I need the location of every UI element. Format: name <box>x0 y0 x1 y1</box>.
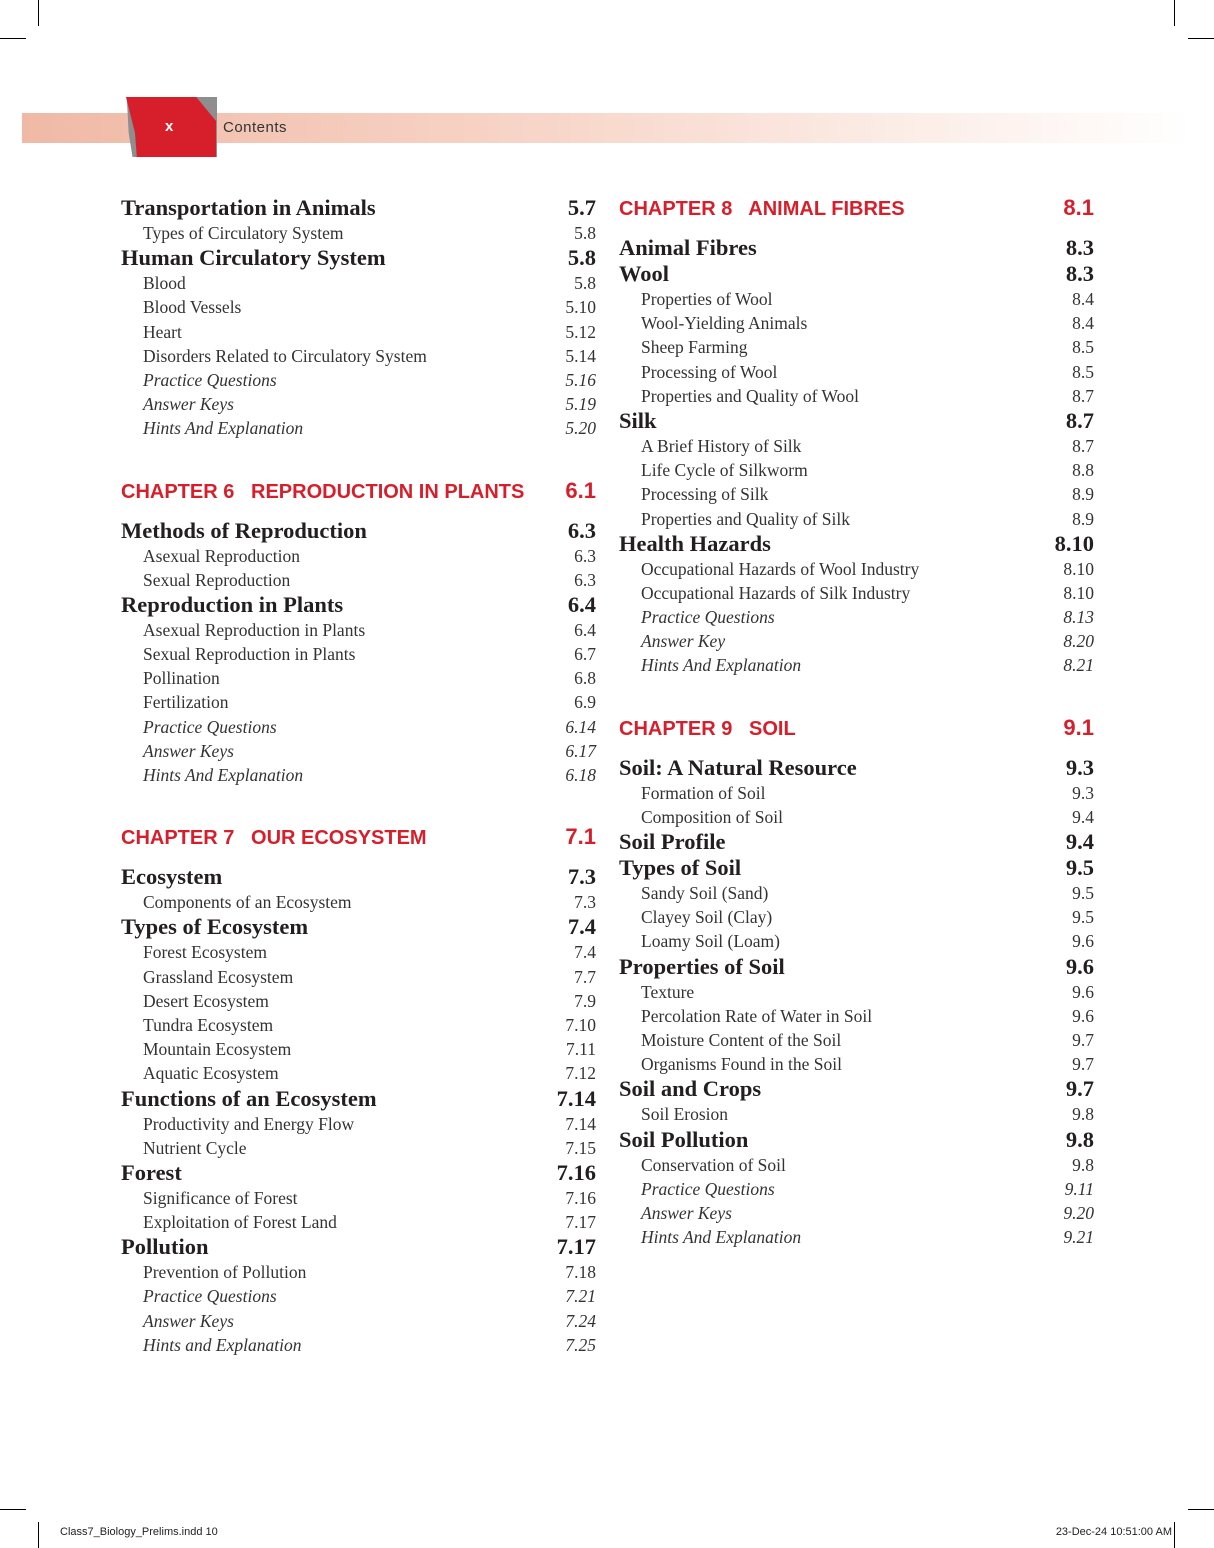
toc-heading[interactable] <box>121 195 596 221</box>
toc-page-number: 7.16 <box>565 1187 596 1208</box>
running-head: Contents <box>223 119 288 136</box>
toc-title: Soil: A Natural Resource <box>619 754 857 780</box>
toc-title: Asexual Reproduction <box>143 545 300 566</box>
toc-page-number: 6.3 <box>567 517 596 543</box>
toc-title: Sandy Soil (Sand) <box>641 883 769 903</box>
toc-subentry[interactable] <box>619 360 1094 384</box>
toc-title: Prevention of Pollution <box>143 1262 307 1283</box>
toc-title: Soil Profile <box>619 829 726 854</box>
toc-subentry[interactable] <box>121 1112 596 1136</box>
toc-title: Answer Keys <box>143 394 234 415</box>
toc-title: Exploitation of Forest Land <box>143 1212 337 1233</box>
toc-page-number: 8.3 <box>1065 235 1094 260</box>
footer-timestamp: 23-Dec-24 10:51:00 AM <box>1055 1526 1172 1538</box>
toc-title: Heart <box>143 321 182 342</box>
toc-page-number: 7.18 <box>565 1262 596 1283</box>
toc-page-number: 9.5 <box>1072 883 1094 903</box>
toc-subentry[interactable] <box>619 557 1094 581</box>
toc-page-number: 7.10 <box>565 1014 596 1035</box>
toc-page-number: 8.5 <box>1072 361 1094 382</box>
toc-page-number: 9.11 <box>1064 1178 1094 1199</box>
toc-subentry-italic[interactable] <box>619 629 1094 653</box>
toc-subentry[interactable] <box>619 458 1094 482</box>
toc-subentry[interactable] <box>121 666 596 690</box>
toc-subentry[interactable] <box>121 1260 596 1284</box>
toc-subentry[interactable] <box>121 221 596 245</box>
toc-page-number: 9.3 <box>1065 754 1094 780</box>
toc-page-number: 6.8 <box>574 668 596 689</box>
toc-title: Soil Pollution <box>619 1126 749 1152</box>
toc-page-number: 9.6 <box>1072 931 1094 952</box>
toc-heading[interactable] <box>121 914 596 940</box>
toc-title: Disorders Related to Circulatory System <box>143 345 427 366</box>
toc-title: Nutrient Cycle <box>143 1137 247 1158</box>
toc-title: Transportation in Animals <box>121 195 376 220</box>
toc-page-number: 5.8 <box>574 223 596 243</box>
toc-page-number: 6.7 <box>574 644 596 665</box>
toc-subentry[interactable] <box>619 1153 1094 1177</box>
toc-title: Soil Erosion <box>641 1104 729 1125</box>
toc-page-number: 7.16 <box>556 1159 596 1185</box>
toc-title: CHAPTER 8 ANIMAL FIBRES <box>619 198 905 220</box>
toc-heading[interactable] <box>121 864 596 890</box>
toc-title: Hints And Explanation <box>143 418 304 439</box>
toc-subentry-italic[interactable] <box>619 653 1094 677</box>
toc-title: Answer Key <box>641 631 726 652</box>
toc-page-number: 8.13 <box>1063 607 1094 628</box>
toc-page-number: 9.8 <box>1065 1126 1094 1152</box>
toc-subentry[interactable] <box>619 335 1094 359</box>
toc-title: Blood Vessels <box>143 297 242 318</box>
toc-subentry[interactable] <box>121 690 596 714</box>
toc-title: Types of Ecosystem <box>121 914 309 940</box>
toc-page-number: 5.8 <box>567 245 596 271</box>
toc-page-number: 9.6 <box>1072 1005 1094 1026</box>
toc-page-number: 8.9 <box>1072 484 1094 505</box>
toc-title: Blood <box>143 273 186 294</box>
toc-subentry[interactable] <box>121 295 596 319</box>
toc-page-number: 7.7 <box>574 966 596 987</box>
toc-subentry-italic[interactable] <box>121 1309 596 1333</box>
toc-title: Life Cycle of Silkworm <box>641 460 808 481</box>
toc-heading[interactable] <box>121 1234 596 1260</box>
toc-title: Fertilization <box>143 692 229 713</box>
toc-page-number: 9.5 <box>1065 855 1094 880</box>
toc-subentry[interactable] <box>619 929 1094 953</box>
toc-page-number: 7.14 <box>565 1113 596 1134</box>
toc-page-number: 8.10 <box>1063 558 1094 579</box>
page-number: x <box>165 118 174 135</box>
toc-page-number: 5.12 <box>565 321 596 342</box>
toc-title: Pollination <box>143 668 220 689</box>
toc-subentry[interactable] <box>619 905 1094 929</box>
toc-left-column <box>121 195 596 1357</box>
toc-page-number: 5.16 <box>565 369 596 390</box>
toc-page-number: 8.3 <box>1065 261 1094 286</box>
toc-subentry-italic[interactable] <box>619 605 1094 629</box>
toc-title: Occupational Hazards of Wool Industry <box>641 558 920 579</box>
toc-page-number: 9.6 <box>1065 953 1094 979</box>
toc-page-number: 7.21 <box>565 1286 596 1307</box>
toc-title: Animal Fibres <box>619 235 757 260</box>
toc-subentry[interactable] <box>619 434 1094 458</box>
toc-heading[interactable] <box>619 954 1094 980</box>
toc-page-number: 9.4 <box>1065 829 1094 854</box>
toc-page-number: 5.19 <box>565 394 596 415</box>
toc-page-number: 9.8 <box>1072 1154 1094 1175</box>
toc-page-number: 7.1 <box>565 824 596 850</box>
toc-page-number: 9.6 <box>1072 981 1094 1002</box>
toc-title: Hints And Explanation <box>143 765 304 785</box>
toc-heading[interactable] <box>121 518 596 544</box>
toc-page-number: 9.4 <box>1072 806 1094 827</box>
toc-heading[interactable] <box>619 531 1094 557</box>
crop-mark <box>1174 1522 1175 1548</box>
toc-heading[interactable] <box>619 408 1094 434</box>
toc-page-number: 6.3 <box>574 545 596 566</box>
toc-title: Pollution <box>121 1234 209 1260</box>
toc-subentry[interactable] <box>121 618 596 642</box>
toc-page-number: 7.25 <box>565 1334 596 1355</box>
toc-title: Wool-Yielding Animals <box>641 313 808 334</box>
toc-page-number: 9.7 <box>1072 1029 1094 1050</box>
footer-file: Class7_Biology_Prelims.indd 10 <box>60 1526 218 1538</box>
toc-subentry[interactable] <box>121 940 596 964</box>
toc-title: Reproduction in Plants <box>121 591 344 617</box>
toc-subentry[interactable] <box>619 1052 1094 1076</box>
crop-mark <box>1174 0 1175 26</box>
toc-title: Forest Ecosystem <box>143 942 267 963</box>
toc-subentry[interactable] <box>619 1028 1094 1052</box>
toc-title: Hints And Explanation <box>641 655 802 676</box>
toc-title: Processing of Wool <box>641 361 778 382</box>
toc-page-number: 8.7 <box>1072 435 1094 456</box>
toc-page-number: 7.24 <box>565 1310 596 1331</box>
toc-subentry[interactable] <box>619 581 1094 605</box>
chapter-heading[interactable] <box>619 195 1094 221</box>
toc-page-number: 5.7 <box>567 195 596 220</box>
toc-heading[interactable] <box>619 829 1094 855</box>
toc-title: Practice Questions <box>143 716 277 737</box>
toc-page-number: 9.7 <box>1065 1076 1094 1102</box>
toc-page-number: 8.9 <box>1072 508 1094 529</box>
toc-subentry[interactable] <box>121 1210 596 1234</box>
toc-subentry[interactable] <box>121 989 596 1013</box>
toc-heading[interactable] <box>619 1127 1094 1153</box>
crop-mark <box>0 1509 26 1510</box>
toc-subentry[interactable] <box>619 384 1094 408</box>
toc-page-number: 8.1 <box>1063 195 1094 220</box>
toc-title: Tundra Ecosystem <box>143 1014 274 1035</box>
toc-title: Formation of Soil <box>641 782 766 803</box>
toc-title: Processing of Silk <box>641 484 769 505</box>
toc-subentry[interactable] <box>619 507 1094 531</box>
toc-title: Answer Keys <box>143 740 234 761</box>
toc-title: Conservation of Soil <box>641 1154 786 1175</box>
toc-page-number: 7.4 <box>574 942 596 963</box>
toc-title: A Brief History of Silk <box>641 435 802 456</box>
toc-title: Moisture Content of the Soil <box>641 1029 842 1050</box>
toc-page-number: 9.7 <box>1072 1054 1094 1075</box>
toc-title: Forest <box>121 1159 182 1185</box>
toc-page-number: 6.18 <box>565 765 596 785</box>
crop-mark <box>38 1522 39 1548</box>
toc-heading[interactable] <box>619 235 1094 261</box>
toc-page-number: 6.4 <box>567 591 596 617</box>
toc-page-number: 7.3 <box>567 864 596 890</box>
toc-title: CHAPTER 6 REPRODUCTION IN PLANTS <box>121 480 525 503</box>
toc-title: Composition of Soil <box>641 806 783 827</box>
toc-subentry-italic[interactable] <box>121 1333 596 1357</box>
toc-title: Properties of Wool <box>641 289 773 309</box>
toc-page-number: 8.20 <box>1063 631 1094 652</box>
toc-title: Occupational Hazards of Silk Industry <box>641 582 911 603</box>
toc-heading[interactable] <box>121 1160 596 1186</box>
toc-page-number: 7.11 <box>566 1039 596 1060</box>
toc-heading[interactable] <box>121 592 596 618</box>
toc-page-number: 5.8 <box>574 273 596 294</box>
toc-subentry-italic[interactable] <box>121 392 596 416</box>
toc-page-number: 5.10 <box>565 297 596 318</box>
toc-title: Methods of Reproduction <box>121 517 367 543</box>
toc-page-number: 8.8 <box>1072 460 1094 481</box>
toc-subentry[interactable] <box>619 1004 1094 1028</box>
toc-title: CHAPTER 7 OUR ECOSYSTEM <box>121 827 427 850</box>
toc-subentry[interactable] <box>121 1037 596 1061</box>
toc-title: Functions of an Ecosystem <box>121 1085 377 1111</box>
toc-page-number: 7.14 <box>556 1085 596 1111</box>
toc-page-number: 8.21 <box>1063 655 1094 676</box>
toc-subentry[interactable] <box>619 980 1094 1004</box>
toc-title: Hints and Explanation <box>143 1334 302 1355</box>
toc-heading[interactable] <box>121 1086 596 1112</box>
toc-title: Silk <box>619 407 657 433</box>
toc-page-number: 9.1 <box>1063 714 1094 740</box>
toc-title: Clayey Soil (Clay) <box>641 907 773 928</box>
toc-page-number: 7.9 <box>574 990 596 1011</box>
crop-mark <box>38 0 39 26</box>
toc-subentry-italic[interactable] <box>121 739 596 763</box>
toc-title: Types of Circulatory System <box>143 223 344 243</box>
toc-title: Sexual Reproduction in Plants <box>143 644 356 665</box>
toc-title: Answer Keys <box>143 1310 234 1331</box>
toc-title: Ecosystem <box>121 864 223 890</box>
toc-heading[interactable] <box>121 245 596 271</box>
toc-title: Practice Questions <box>641 1178 775 1199</box>
toc-subentry[interactable] <box>121 965 596 989</box>
toc-page-number: 6.4 <box>574 619 596 640</box>
toc-title: Loamy Soil (Loam) <box>641 931 781 952</box>
toc-page-number: 6.9 <box>574 692 596 713</box>
toc-subentry[interactable] <box>121 1186 596 1210</box>
toc-subentry-italic[interactable] <box>619 1225 1094 1249</box>
toc-subentry[interactable] <box>619 311 1094 335</box>
toc-title: Practice Questions <box>143 369 277 390</box>
toc-title: Texture <box>641 981 695 1002</box>
toc-page-number: 9.8 <box>1072 1104 1094 1125</box>
toc-page-number: 9.3 <box>1072 782 1094 803</box>
toc-subentry[interactable] <box>121 1013 596 1037</box>
chapter-heading[interactable] <box>121 824 596 850</box>
toc-page-number: 6.14 <box>565 716 596 737</box>
toc-heading[interactable] <box>619 261 1094 287</box>
toc-subentry[interactable] <box>121 544 596 568</box>
toc-title: Health Hazards <box>619 530 771 556</box>
toc-page-number: 7.17 <box>556 1234 596 1260</box>
toc-right-column <box>619 195 1094 1249</box>
toc-title: Hints And Explanation <box>641 1227 802 1248</box>
toc-title: Answer Keys <box>641 1202 732 1223</box>
toc-title: Asexual Reproduction in Plants <box>143 619 366 640</box>
toc-heading[interactable] <box>619 1076 1094 1102</box>
chapter-heading[interactable] <box>619 715 1094 741</box>
toc-title: Percolation Rate of Water in Soil <box>641 1005 873 1026</box>
toc-title: Significance of Forest <box>143 1187 298 1208</box>
toc-title: Organisms Found in the Soil <box>641 1054 842 1075</box>
toc-page-number: 6.3 <box>574 569 596 590</box>
toc-page-number: 9.20 <box>1063 1202 1094 1223</box>
toc-page-number: 9.5 <box>1072 907 1094 928</box>
toc-page-number: 7.12 <box>565 1063 596 1084</box>
toc-subentry-italic[interactable] <box>121 715 596 739</box>
toc-subentry-italic[interactable] <box>121 368 596 392</box>
crop-mark <box>0 38 26 39</box>
toc-subentry[interactable] <box>619 805 1094 829</box>
toc-subentry[interactable] <box>121 1136 596 1160</box>
toc-subentry[interactable] <box>121 642 596 666</box>
toc-title: Properties and Quality of Silk <box>641 508 851 529</box>
toc-title: Practice Questions <box>143 1286 277 1307</box>
toc-heading[interactable] <box>619 755 1094 781</box>
toc-subentry[interactable] <box>121 1061 596 1085</box>
toc-page-number: 8.4 <box>1072 313 1094 334</box>
toc-page-number: 8.7 <box>1065 407 1094 433</box>
toc-title: Soil and Crops <box>619 1076 762 1102</box>
toc-title: Practice Questions <box>641 607 775 628</box>
toc-subentry[interactable] <box>121 271 596 295</box>
toc-subentry[interactable] <box>121 344 596 368</box>
toc-title: Types of Soil <box>619 855 742 880</box>
toc-title: Productivity and Energy Flow <box>143 1113 355 1134</box>
toc-title: Components of an Ecosystem <box>143 892 352 913</box>
toc-title: Mountain Ecosystem <box>143 1039 292 1060</box>
toc-subentry-italic[interactable] <box>619 1201 1094 1225</box>
toc-title: Properties and Quality of Wool <box>641 385 859 406</box>
toc-page-number: 8.5 <box>1072 337 1094 358</box>
toc-page-number: 9.21 <box>1063 1227 1094 1248</box>
toc-subentry-italic[interactable] <box>121 1284 596 1308</box>
toc-title: Sexual Reproduction <box>143 569 291 590</box>
toc-page-number: 8.7 <box>1072 385 1094 406</box>
toc-subentry[interactable] <box>121 890 596 914</box>
toc-subentry[interactable] <box>619 287 1094 311</box>
toc-page-number: 5.14 <box>565 345 596 366</box>
toc-page-number: 6.17 <box>565 740 596 761</box>
toc-page-number: 7.15 <box>565 1137 596 1158</box>
toc-title: Sheep Farming <box>641 337 748 358</box>
toc-title: Desert Ecosystem <box>143 990 269 1011</box>
crop-mark <box>1188 38 1214 39</box>
toc-page-number: 8.10 <box>1063 582 1094 603</box>
toc-title: Human Circulatory System <box>121 245 386 271</box>
toc-subentry[interactable] <box>121 320 596 344</box>
toc-title: Grassland Ecosystem <box>143 966 294 987</box>
toc-page-number: 7.17 <box>565 1212 596 1233</box>
toc-subentry[interactable] <box>121 568 596 592</box>
toc-subentry[interactable] <box>619 781 1094 805</box>
toc-subentry-italic[interactable] <box>121 763 596 787</box>
toc-page-number: 7.4 <box>567 914 596 940</box>
toc-heading[interactable] <box>619 855 1094 881</box>
chapter-heading[interactable] <box>121 478 596 504</box>
toc-subentry-italic[interactable] <box>121 416 596 440</box>
toc-page-number: 8.4 <box>1072 289 1094 309</box>
toc-page-number: 8.10 <box>1054 530 1094 556</box>
toc-title: Aquatic Ecosystem <box>143 1063 279 1084</box>
toc-title: Wool <box>619 261 670 286</box>
toc-title: Properties of Soil <box>619 953 785 979</box>
toc-title: CHAPTER 9 SOIL <box>619 717 796 740</box>
toc-page-number: 5.20 <box>565 418 596 439</box>
toc-subentry-italic[interactable] <box>619 1177 1094 1201</box>
toc-page-number: 7.3 <box>574 892 596 913</box>
toc-subentry[interactable] <box>619 482 1094 506</box>
toc-subentry[interactable] <box>619 881 1094 905</box>
toc-page-number: 6.1 <box>565 477 596 503</box>
toc-subentry[interactable] <box>619 1102 1094 1126</box>
crop-mark <box>1188 1509 1214 1510</box>
